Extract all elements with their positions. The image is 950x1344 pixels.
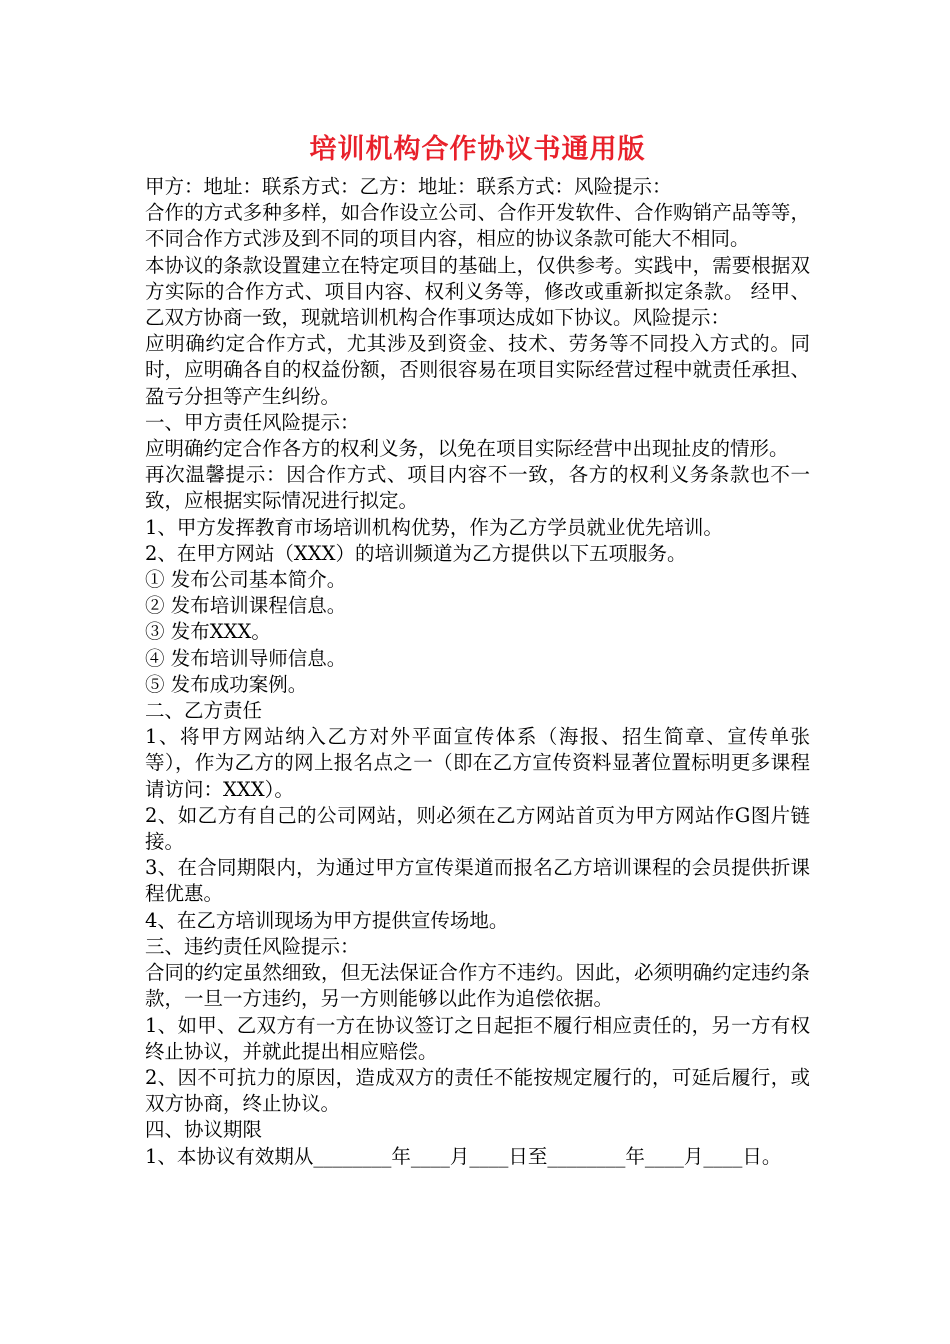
document-body bbox=[145, 174, 810, 1170]
paragraph-cooperation-methods: 合作的方式多种多样，如合作设立公司、合作开发软件、合作购销产品等等，不同合作方式涉及到不同的项目内容，相应的协议条款可能大不相同。 bbox=[145, 201, 810, 251]
clause-b-2: 2、如乙方有自己的公司网站，则必须在乙方网站首页为甲方网站作G图片链接。 bbox=[145, 803, 810, 854]
clause-breach-2: 2、因不可抗力的原因，造成双方的责任不能按规定履行的，可延后履行，或双方协商，终止协议。 bbox=[145, 1065, 810, 1116]
clause-b-4: 4、在乙方培训现场为甲方提供宣传场地。 bbox=[145, 908, 509, 932]
paragraph-risk-cooperation-mode: 应明确约定合作方式，尤其涉及到资金、技术、劳务等不同投入方式的。同时，应明确各自的权益份额，否则很容易在项目实际经营过程中就责任承担、盈亏分担等产生纠纷。 bbox=[145, 332, 810, 408]
service-item-4: ④ 发布培训导师信息。 bbox=[145, 646, 347, 670]
document-title: 培训机构合作协议书通用版 bbox=[309, 134, 646, 165]
paragraph-reminder: 再次温馨提示：因合作方式、项目内容不一致，各方的权利义务条款也不一致，应根据实际情况进行拟定。 bbox=[145, 463, 810, 513]
paragraph-terms-basis: 本协议的条款设置建立在特定项目的基础上，仅供参考。实践中，需要根据双方实际的合作方式、项目内容、权利义务等，修改或重新拟定条款。 经甲、乙双方协商一致，现就培训机构合作事项达成如下协议。风险提示： bbox=[145, 253, 810, 330]
clause-a-2: 2、在甲方网站（XXX）的培训频道为乙方提供以下五项服务。 bbox=[145, 541, 687, 565]
section-heading-breach: 三、违约责任风险提示： bbox=[145, 934, 360, 958]
service-item-2: ② 发布培训课程信息。 bbox=[145, 594, 347, 618]
clause-b-3: 3、在合同期限内，为通过甲方宣传渠道而报名乙方培训课程的会员提供折课程优惠。 bbox=[145, 856, 810, 906]
clause-b-1: 1、将甲方网站纳入乙方对外平面宣传体系（海报、招生简章、宣传单张等），作为乙方的网上报名点之一（即在乙方宣传资料显著位置标明更多课程请访问：XXX）。 bbox=[145, 725, 810, 801]
clause-a-1: 1、甲方发挥教育市场培训机构优势，作为乙方学员就业优先培训。 bbox=[145, 515, 723, 539]
section-heading-party-b: 二、乙方责任 bbox=[145, 699, 263, 723]
service-item-1: ① 发布公司基本简介。 bbox=[145, 568, 347, 592]
paragraph-rights-obligations: 应明确约定合作各方的权利义务，以免在项目实际经营中出现扯皮的情形。 bbox=[145, 437, 789, 461]
paragraph-breach-risk: 合同的约定虽然细致，但无法保证合作方不违约。因此，必须明确约定违约条款，一旦一方违约，另一方则能够以此作为追偿依据。 bbox=[145, 961, 810, 1011]
section-heading-term: 四、协议期限 bbox=[145, 1118, 263, 1142]
service-item-5: ⑤ 发布成功案例。 bbox=[145, 672, 308, 696]
service-item-3: ③ 发布XXX。 bbox=[145, 620, 271, 644]
clause-breach-1: 1、如甲、乙双方有一方在协议签订之日起拒不履行相应责任的，另一方有权终止协议，并就此提出相应赔偿。 bbox=[145, 1013, 810, 1063]
document-page bbox=[145, 130, 810, 1170]
paragraph-parties: 甲方：地址：联系方式：乙方：地址：联系方式：风险提示： bbox=[145, 175, 672, 198]
clause-term-1: 1、本协议有效期从________年____月____日至________年____月____日。 bbox=[145, 1144, 782, 1168]
section-heading-party-a: 一、甲方责任风险提示： bbox=[145, 410, 360, 434]
